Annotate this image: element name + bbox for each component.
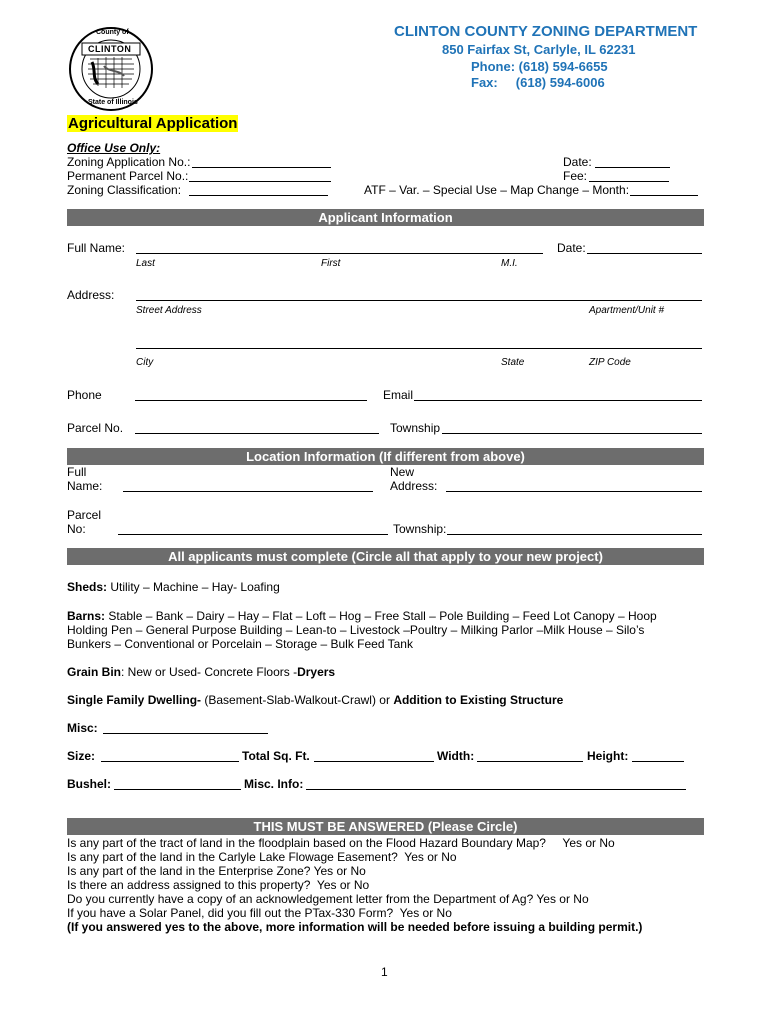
loc-parcel-field[interactable] — [118, 534, 388, 535]
sfd-line — [67, 693, 563, 707]
loc-full-label: Full — [67, 465, 87, 479]
question-solar: If you have a Solar Panel, did you fill out the PTax-330 Form? Yes or No — [67, 906, 452, 920]
loc-township-label: Township: — [393, 522, 447, 536]
project-bar: All applicants must complete (Circle all that apply to your new project) — [67, 548, 704, 565]
bushel-field[interactable] — [114, 789, 241, 790]
height-label: Height: — [587, 749, 629, 763]
department-name: CLINTON COUNTY ZONING DEPARTMENT — [394, 23, 698, 40]
city-state-zip-field[interactable] — [136, 348, 702, 349]
loc-parcel-label: Parcel — [67, 508, 102, 522]
state-caption: State — [501, 357, 525, 368]
office-atf-label: ATF – Var. – Special Use – Map Change – Month: — [364, 183, 630, 197]
street-address-field[interactable] — [136, 300, 702, 301]
height-field[interactable] — [632, 761, 684, 762]
width-field[interactable] — [477, 761, 583, 762]
loc-address-field[interactable] — [446, 491, 702, 492]
questions-note: (If you answered yes to the above, more information will be needed before issuing a building permit.) — [67, 920, 643, 934]
zoning-app-field[interactable] — [192, 167, 331, 168]
question-floodplain: Is any part of the tract of land in the floodplain based on the Flood Hazard Boundary Map? Yes or No — [67, 836, 615, 850]
grain-bin-options: : New or Used- Concrete Floors - — [121, 665, 298, 679]
loc-new-label: New — [390, 465, 415, 479]
department-address: 850 Fairfax St, Carlyle, IL 62231 — [442, 42, 636, 57]
parcel-label: Permanent Parcel No.: — [67, 169, 189, 183]
department-fax: Fax: (618) 594-6006 — [471, 75, 605, 90]
questions-bar: THIS MUST BE ANSWERED (Please Circle) — [67, 818, 704, 835]
sheds-options: Utility – Machine – Hay- Loafing — [107, 580, 280, 594]
applicant-info-bar: Applicant Information — [67, 209, 704, 226]
question-enterprise: Is any part of the land in the Enterprise Zone? Yes or No — [67, 864, 366, 878]
mi-caption: M.I. — [501, 258, 518, 269]
county-seal — [68, 26, 154, 112]
first-caption: First — [321, 258, 341, 269]
loc-no-label: No: — [67, 522, 86, 536]
question-address: Is there an address assigned to this property? Yes or No — [67, 878, 370, 892]
total-sqft-label: Total Sq. Ft. — [242, 749, 310, 763]
office-fee-field[interactable] — [589, 181, 669, 182]
barns-line-1 — [67, 609, 657, 623]
seal-center-text: CLINTON — [88, 44, 132, 54]
office-date-field[interactable] — [595, 167, 670, 168]
grain-bin-dryers: Dryers — [297, 665, 336, 679]
apt-caption: Apartment/Unit # — [589, 305, 665, 316]
township-field[interactable] — [442, 433, 702, 434]
city-caption: City — [136, 357, 154, 368]
grain-bin-label: Grain Bin — [67, 665, 122, 679]
date-label: Date: — [557, 241, 586, 255]
full-name-field[interactable] — [136, 253, 543, 254]
office-use-heading: Office Use Only: — [67, 141, 161, 155]
form-title: Agricultural Application — [68, 115, 238, 132]
barns-label: Barns: — [67, 609, 106, 623]
parcel-field[interactable] — [189, 181, 331, 182]
loc-address-label: Address: — [390, 479, 438, 493]
barns-options-2: Holding Pen – General Purpose Building – Lean-to – Livestock –Poultry – Milking Parlor –Milk House – Silo’s — [67, 623, 645, 637]
width-label: Width: — [437, 749, 475, 763]
total-sqft-field[interactable] — [314, 761, 434, 762]
phone-field[interactable] — [135, 400, 367, 401]
loc-township-field[interactable] — [447, 534, 702, 535]
grain-bin-line — [67, 665, 335, 679]
sfd-options: (Basement-Slab-Walkout-Crawl) or — [201, 693, 394, 707]
sfd-label: Single Family Dwelling- — [67, 693, 202, 707]
zip-caption: ZIP Code — [589, 357, 631, 368]
bushel-label: Bushel: — [67, 777, 112, 791]
parcel-no-field[interactable] — [135, 433, 379, 434]
barns-options-3: Bunkers – Conventional or Porcelain – Storage – Bulk Feed Tank — [67, 637, 413, 651]
classification-field[interactable] — [189, 195, 328, 196]
parcel-no-label: Parcel No. — [67, 421, 124, 435]
seal-top-text: County of — [96, 29, 129, 36]
department-phone: Phone: (618) 594-6655 — [471, 59, 608, 74]
loc-name-label: Name: — [67, 479, 103, 493]
full-name-label: Full Name: — [67, 241, 126, 255]
phone-label: Phone — [67, 388, 102, 402]
misc-info-label: Misc. Info: — [244, 777, 304, 791]
street-caption: Street Address — [136, 305, 202, 316]
misc-label: Misc: — [67, 721, 98, 735]
size-field[interactable] — [101, 761, 239, 762]
office-fee-label: Fee: — [563, 169, 588, 183]
email-field[interactable] — [414, 400, 702, 401]
misc-info-field[interactable] — [306, 789, 686, 790]
sheds-line — [67, 580, 280, 594]
question-ack-letter: Do you currently have a copy of an acknowledgement letter from the Department of Ag? Yes or No — [67, 892, 589, 906]
address-label: Address: — [67, 288, 115, 302]
last-caption: Last — [136, 258, 155, 269]
office-date-label: Date: — [563, 155, 592, 169]
office-month-field[interactable] — [630, 195, 698, 196]
page-number: 1 — [381, 965, 388, 979]
sfd-addition: Addition to Existing Structure — [393, 693, 564, 707]
zoning-app-label: Zoning Application No.: — [67, 155, 191, 169]
location-info-bar: Location Information (If different from above) — [67, 448, 704, 465]
question-flowage: Is any part of the land in the Carlyle Lake Flowage Easement? Yes or No — [67, 850, 457, 864]
classification-label: Zoning Classification: — [67, 183, 182, 197]
date-field[interactable] — [587, 253, 702, 254]
township-label: Township — [390, 421, 441, 435]
sheds-label: Sheds: — [67, 580, 108, 594]
barns-options-1: Stable – Bank – Dairy – Hay – Flat – Loft – Hog – Free Stall – Pole Building – Feed Lot Canopy – Hoop — [105, 609, 657, 623]
loc-name-field[interactable] — [123, 491, 373, 492]
email-label: Email — [383, 388, 414, 402]
size-label: Size: — [67, 749, 96, 763]
misc-field[interactable] — [103, 733, 268, 734]
seal-bottom-text: State of Illinois — [88, 99, 138, 106]
